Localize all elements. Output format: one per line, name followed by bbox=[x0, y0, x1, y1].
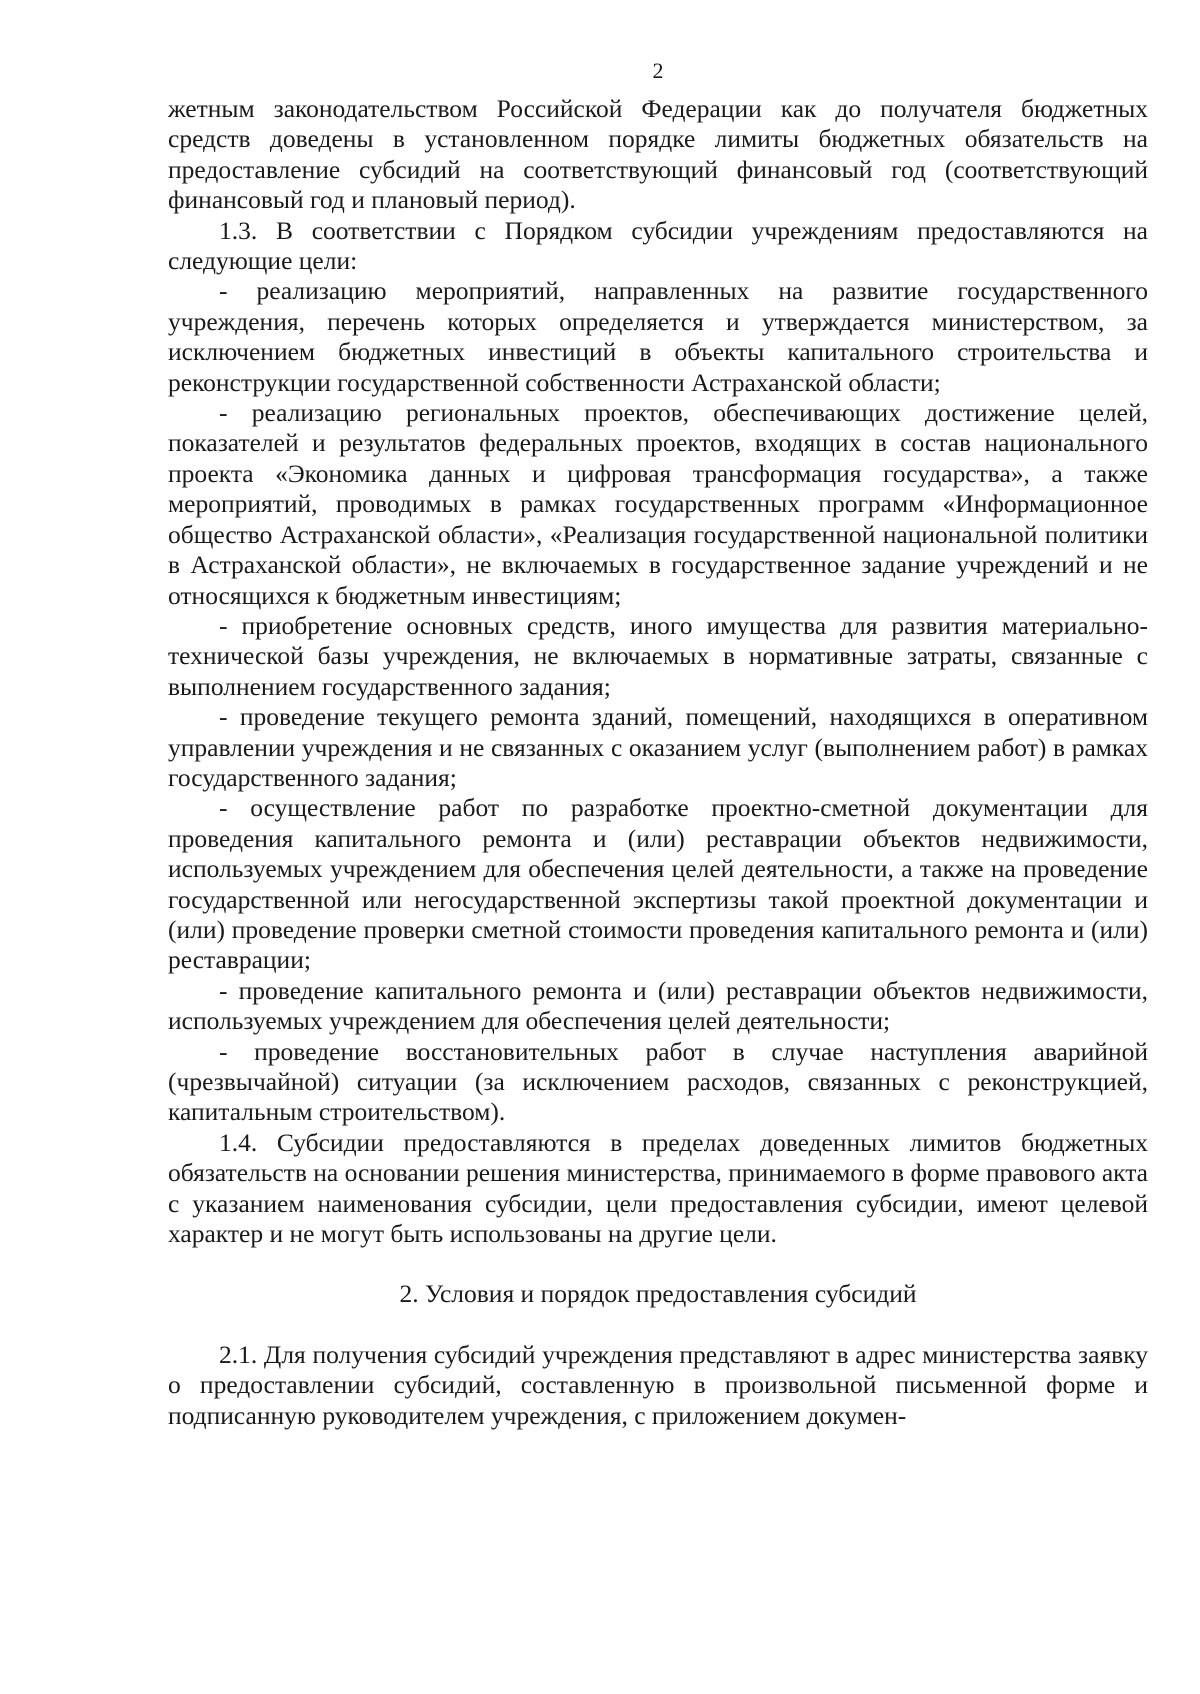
list-item-capital-repair: - проведение капитального ремонта и (или) реставрации объектов недвижимости, используемых учреждением для обеспечения целей деятельности; bbox=[168, 975, 1148, 1036]
list-item-development-measures: - реализацию мероприятий, направленных на развитие государственного учреждения, перечень которых определяется и утверждается министерством, за исключением бюджетных инвестиций в объекты капитального строительства и реконструкции государственной собственности Астраханской области; bbox=[168, 276, 1148, 397]
list-item-restoration-works: - проведение восстановительных работ в случае наступления аварийной (чрезвычайной) ситуации (за исключением расходов, связанных с реконструкцией, капитальным строительством). bbox=[168, 1036, 1148, 1127]
page-number: 2 bbox=[652, 58, 664, 83]
list-item-fixed-assets: - приобретение основных средств, иного имущества для развития материально-технической базы учреждения, не включаемых в нормативные затраты, связанные с выполнением государственного задания; bbox=[168, 610, 1148, 701]
paragraph-budget-limits: жетным законодательством Российской Федерации как до получателя бюджетных средств доведены в установленном порядке лимиты бюджетных обязательств на предоставление субсидий на соответствующий финансовый год (соответствующий финансовый год и плановый период). bbox=[168, 94, 1148, 215]
list-item-regional-projects: - реализацию региональных проектов, обеспечивающих достижение целей, показателей и результатов федеральных проектов, входящих в состав национального проекта «Экономика данных и цифровая трансформация государства», а также мероприятий, проводимых в рамках государственных программ «Информационное общество Астраханской области», «Реализация государственной национальной политики в Астраханской области», не включаемых в государственное задание учреждений и не относящихся к бюджетным инвестициям; bbox=[168, 398, 1148, 610]
list-item-current-repair: - проведение текущего ремонта зданий, помещений, находящихся в оперативном управлении учреждения и не связанных с оказанием услуг (выполнением работ) в рамках государственного задания; bbox=[168, 702, 1148, 792]
paragraph-1-4: 1.4. Субсидии предоставляются в пределах доведенных лимитов бюджетных обязательств на основании решения министерства, принимаемого в форме правового акта с указанием наименования субсидии, цели предоставления субсидии, имеют целевой характер и не могут быть использованы на другие цели. bbox=[168, 1127, 1148, 1249]
section-2-heading: 2. Условия и порядок предоставления субсидий bbox=[399, 1279, 917, 1309]
section-1-body bbox=[168, 94, 1148, 1249]
list-item-design-documentation: - осуществление работ по разработке проектно-сметной документации для проведения капитального ремонта и (или) реставрации объектов недвижимости, используемых учреждением для обеспечения целей деятельности, а также на проведение государственной или негосударственной экспертизы такой проектной документации и (или) проведение проверки сметной стоимости проведения капитального ремонта и (или) реставрации; bbox=[168, 793, 1148, 975]
document-page bbox=[168, 56, 1148, 1431]
paragraph-2-1: 2.1. Для получения субсидий учреждения представляют в адрес министерства заявку о предоставлении субсидий, составленную в произвольной письменной форме и подписанную руководителем учреждения, с приложением докумен- bbox=[168, 1339, 1148, 1430]
section-2-body bbox=[168, 1340, 1148, 1431]
paragraph-1-3: 1.3. В соответствии с Порядком субсидии учреждениям предоставляются на следующие цели: bbox=[168, 215, 1148, 276]
